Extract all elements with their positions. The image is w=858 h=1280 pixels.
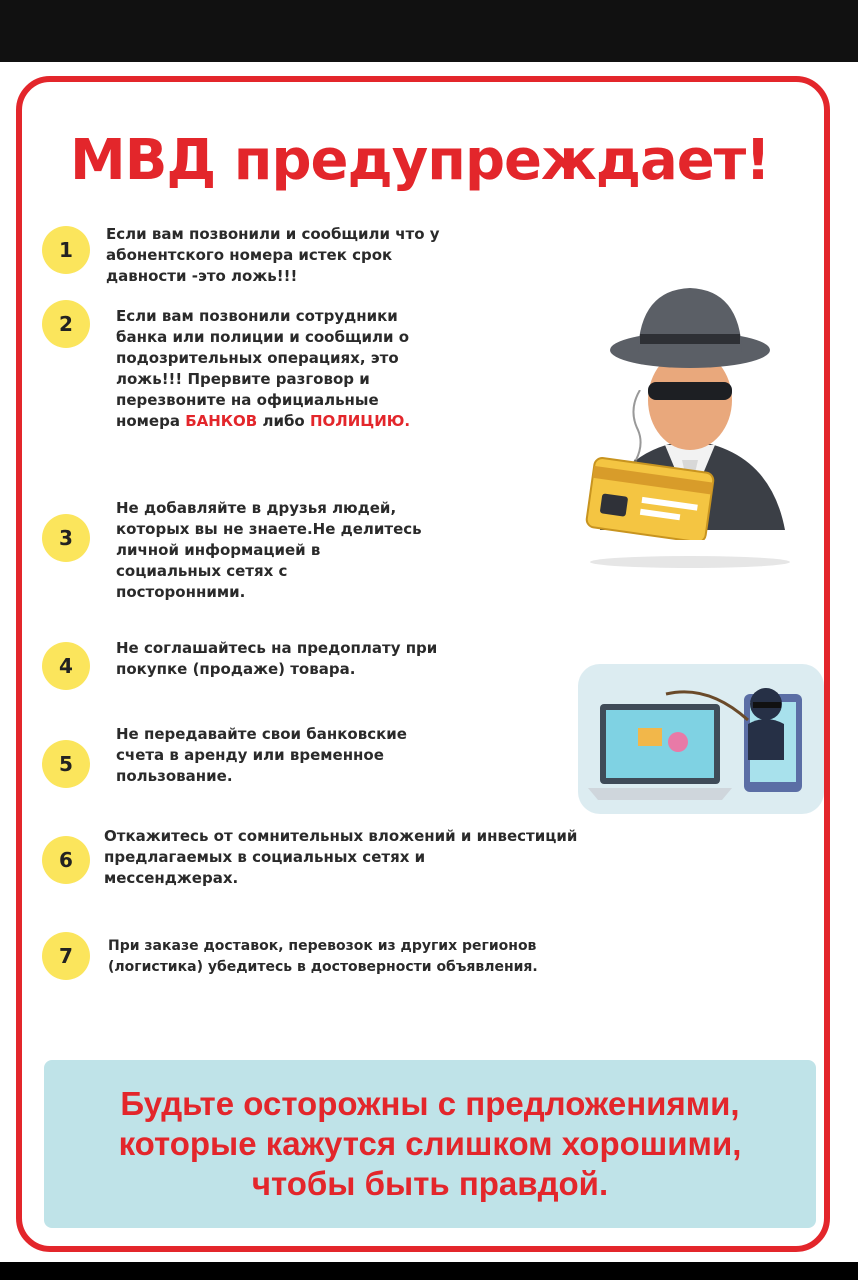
- top-bar: [0, 0, 858, 62]
- item-text: Если вам позвонили и сообщили что у абонентского номера истек срок давности -это ложь!!!: [106, 225, 440, 285]
- footer-line: Будьте осторожны с предложениями,: [120, 1085, 740, 1122]
- item-number-badge: 3: [42, 514, 90, 562]
- item-number-badge: 5: [42, 740, 90, 788]
- item-text: Не соглашайтесь на предоплату при покупке (продаже) товара.: [116, 639, 438, 678]
- item-text: Откажитесь от сомнительных вложений и инвестиций предлагаемых в социальных сетях и мессенджерах.: [104, 827, 578, 887]
- item-text: Если вам позвонили сотрудники банка или полиции и сообщили о подозрительных операциях, это ложь!!! Прервите разговор и перезвоните на официальные номера БАНКОВ либо ПОЛИЦИЮ.: [116, 307, 411, 430]
- item-text: Не передавайте свои банковские счета в аренду или временное пользование.: [116, 725, 407, 785]
- item-number-badge: 1: [42, 226, 90, 274]
- footer-line: которые кажутся слишком хорошими,: [118, 1125, 742, 1162]
- laptop-hacker-illustration: [578, 664, 824, 814]
- item-text: Не добавляйте в друзья людей, которых вы не знаете.Не делитесь личной информацией в социальных сетях с посторонними.: [116, 499, 422, 601]
- credit-card-icon: [580, 390, 720, 540]
- page-title: МВД предупреждает!: [70, 128, 770, 193]
- warning-footer-banner: [44, 1060, 816, 1228]
- bottom-bar: [0, 1262, 858, 1280]
- item-text: При заказе доставок, перевозок из других регионов (логистика) убедитесь в достоверности объявления.: [108, 938, 538, 975]
- footer-line: чтобы быть правдой.: [251, 1165, 609, 1202]
- item-number-badge: 4: [42, 642, 90, 690]
- item-number-badge: 7: [42, 932, 90, 980]
- item-number-badge: 2: [42, 300, 90, 348]
- item-number-badge: 6: [42, 836, 90, 884]
